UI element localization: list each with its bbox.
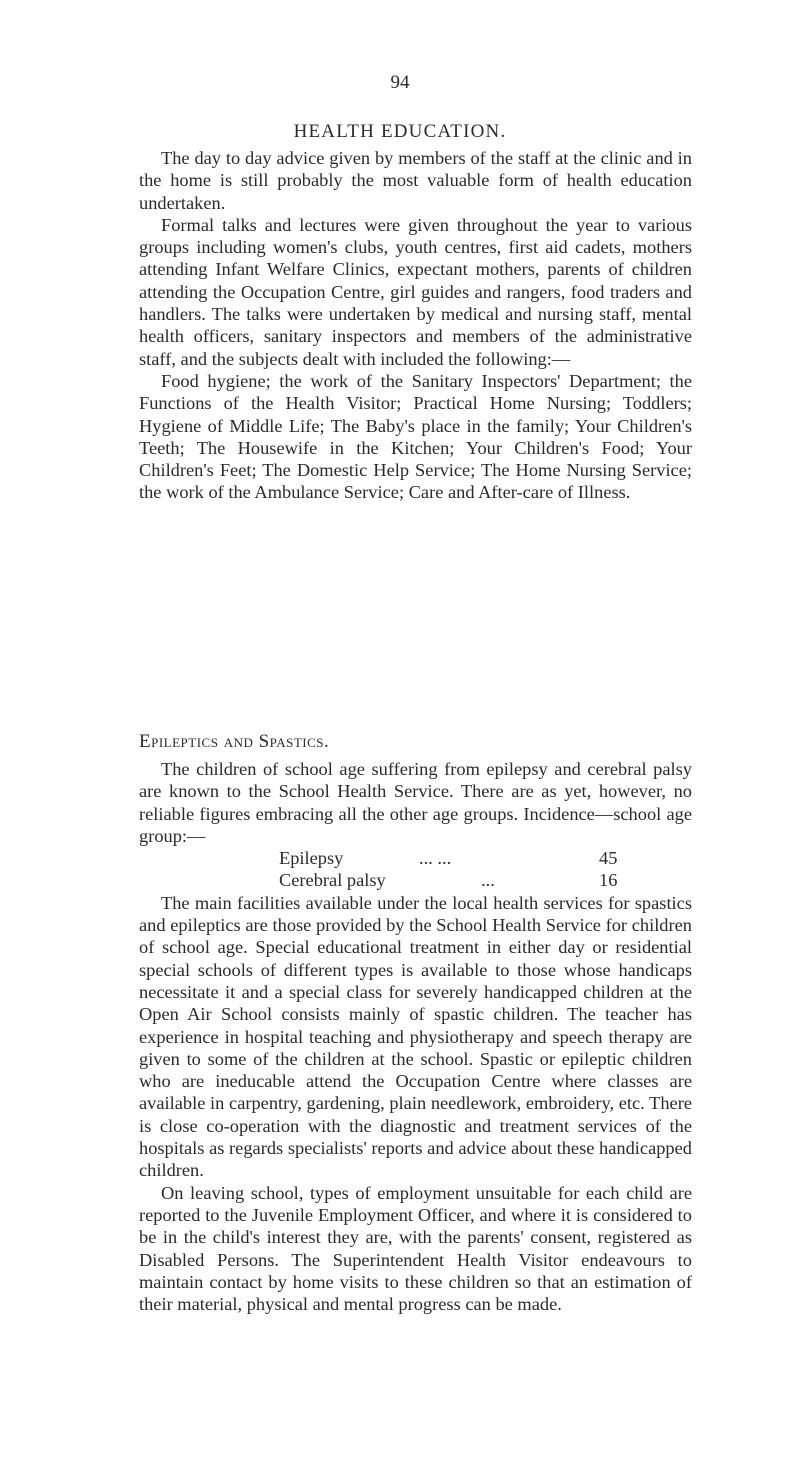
incidence-value: 45 xyxy=(599,848,618,869)
paragraph: The day to day advice given by members of the staff at the clinic and in the home is still probably the most valuable form of health education undertaken. xyxy=(139,148,692,213)
paragraph: Formal talks and lectures were given throughout the year to various groups including women's clubs, youth centres, first aid cadets, mothers attending Infant Welfare Clinics, expectant mothers, parents of children attending the Occupation Centre, girl guides and rangers, food traders and handlers. The talks were undertaken by medical and nursing staff, mental health officers, sanitary inspectors and members of the administrative staff, and the subjects dealt with included the following:— xyxy=(139,214,692,369)
paragraph: The children of school age suffering from epilepsy and cerebral palsy are known to the School Health Service. There are as yet, however, no reliable figures embracing all the other age groups. Incidence—school age group:— xyxy=(139,759,692,846)
incidence-table xyxy=(279,847,639,892)
incidence-label: Epilepsy xyxy=(279,848,344,869)
epileptics-section xyxy=(139,758,692,1315)
subheading: Epileptics and Spastics. xyxy=(139,731,330,752)
health-education-section xyxy=(139,147,692,504)
page-number: 94 xyxy=(390,72,410,93)
table-row xyxy=(279,847,639,869)
leader-dots: ... xyxy=(481,870,495,891)
table-row xyxy=(279,869,639,891)
incidence-label: Cerebral palsy xyxy=(279,870,386,891)
paragraph: Food hygiene; the work of the Sanitary Inspectors' Department; the Functions of the Health Visitor; Practical Home Nursing; Toddlers; Hygiene of Middle Life; The Baby's place in the family; Your Children's Teeth; The Housewife in the Kitchen; Your Children's Food; Your Children's Feet; The Domestic Help Service; The Home Nursing Service; the work of the Ambulance Service; Care and After-care of Illness. xyxy=(139,370,692,503)
paragraph: The main facilities available under the local health services for spastics and epileptics are those provided by the School Health Service for children of school age. Special educational treatment in either day or residential special schools of different types is available to those whose handicaps necessitate it and a special class for severely handicapped children at the Open Air School consists mainly of spastic children. The teacher has experience in hospital teaching and physiotherapy and speech therapy are given to some of the children at the school. Spastic or epileptic children who are ineducable attend the Occupation Centre where classes are available in carpentry, gardening, plain needlework, embroidery, etc. There is close co-operation with the diagnostic and treatment services of the hospitals as regards specialists' reports and advice about these handicapped children. xyxy=(139,892,692,1181)
incidence-value: 16 xyxy=(599,870,618,891)
leader-dots: ... ... xyxy=(419,848,452,869)
section-heading: HEALTH EDUCATION. xyxy=(293,121,507,142)
paragraph: On leaving school, types of employment unsuitable for each child are reported to the Juvenile Employment Officer, and where it is considered to be in the child's interest they are, with the parents' consent, registered as Disabled Persons. The Superintendent Health Visitor endeavours to maintain contact by home visits to these children so that an estimation of their material, physical and mental progress can be made. xyxy=(139,1182,692,1315)
